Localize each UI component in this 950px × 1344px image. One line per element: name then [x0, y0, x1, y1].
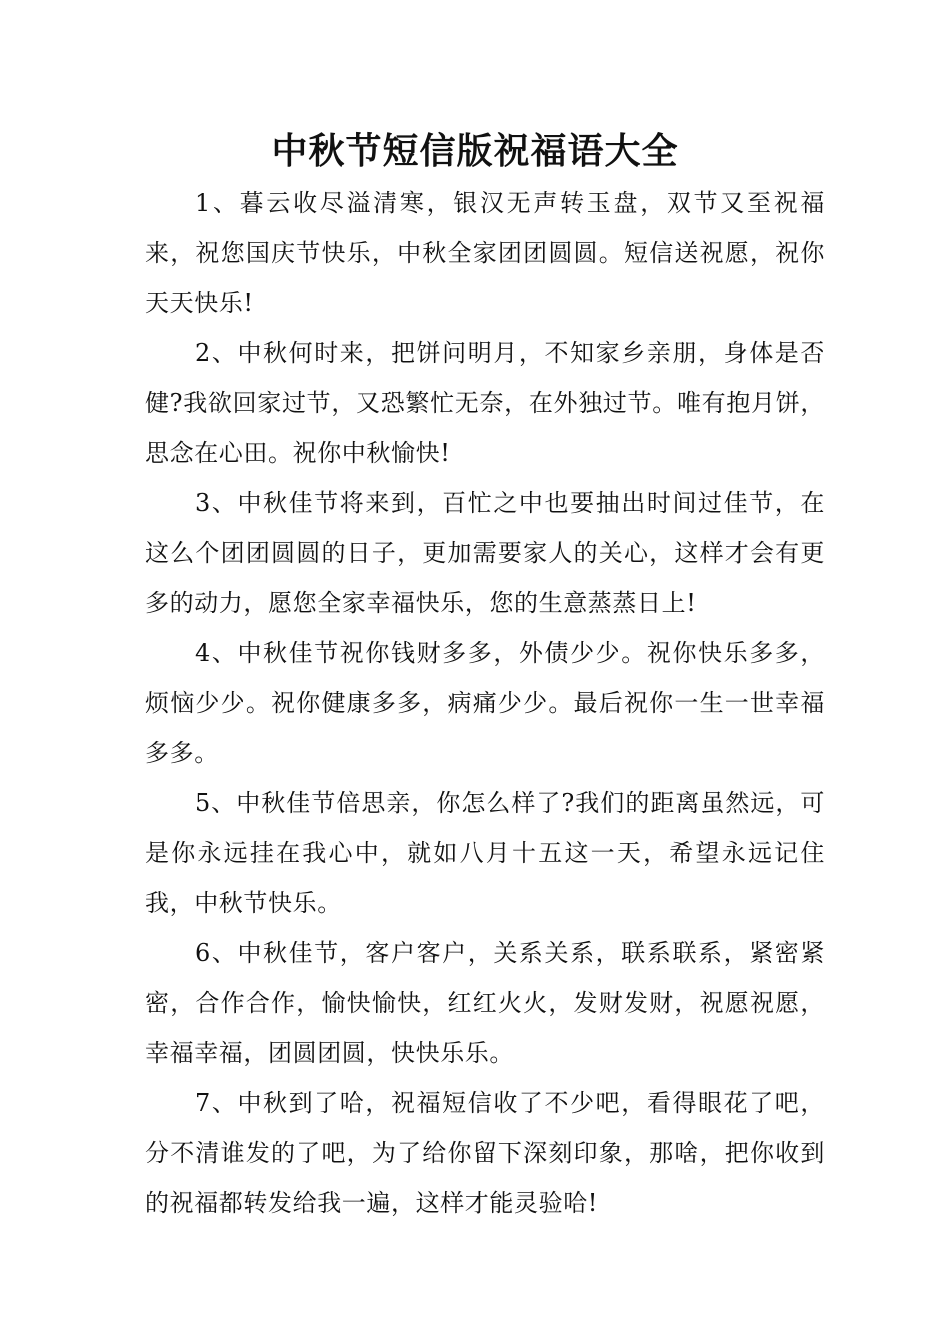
paragraph-6: 6、中秋佳节，客户客户，关系关系，联系联系，紧密紧密，合作合作，愉快愉快，红红火火，发财发财，祝愿祝愿，幸福幸福，团圆团圆，快快乐乐。 — [145, 939, 825, 1067]
document-body — [145, 178, 825, 1228]
document-title: 中秋节短信版祝福语大全 — [271, 131, 679, 172]
paragraph-2: 2、中秋何时来，把饼问明月，不知家乡亲朋，身体是否健?我欲回家过节，又恐繁忙无奈，在外独过节。唯有抱月饼，思念在心田。祝你中秋愉快! — [145, 339, 825, 467]
paragraph-1: 1、暮云收尽溢清寒，银汉无声转玉盘，双节又至祝福来，祝您国庆节快乐，中秋全家团团圆圆。短信送祝愿，祝你天天快乐! — [145, 189, 825, 317]
paragraph-4: 4、中秋佳节祝你钱财多多，外债少少。祝你快乐多多，烦恼少少。祝你健康多多，病痛少少。最后祝你一生一世幸福多多。 — [145, 639, 825, 767]
paragraph-7: 7、中秋到了哈，祝福短信收了不少吧，看得眼花了吧，分不清谁发的了吧，为了给你留下深刻印象，那啥，把你收到的祝福都转发给我一遍，这样才能灵验哈! — [145, 1089, 825, 1217]
paragraph-5: 5、中秋佳节倍思亲，你怎么样了?我们的距离虽然远，可是你永远挂在我心中，就如八月十五这一天，希望永远记住我，中秋节快乐。 — [145, 789, 825, 917]
paragraph-3: 3、中秋佳节将来到，百忙之中也要抽出时间过佳节，在这么个团团圆圆的日子，更加需要家人的关心，这样才会有更多的动力，愿您全家幸福快乐，您的生意蒸蒸日上! — [145, 489, 825, 617]
